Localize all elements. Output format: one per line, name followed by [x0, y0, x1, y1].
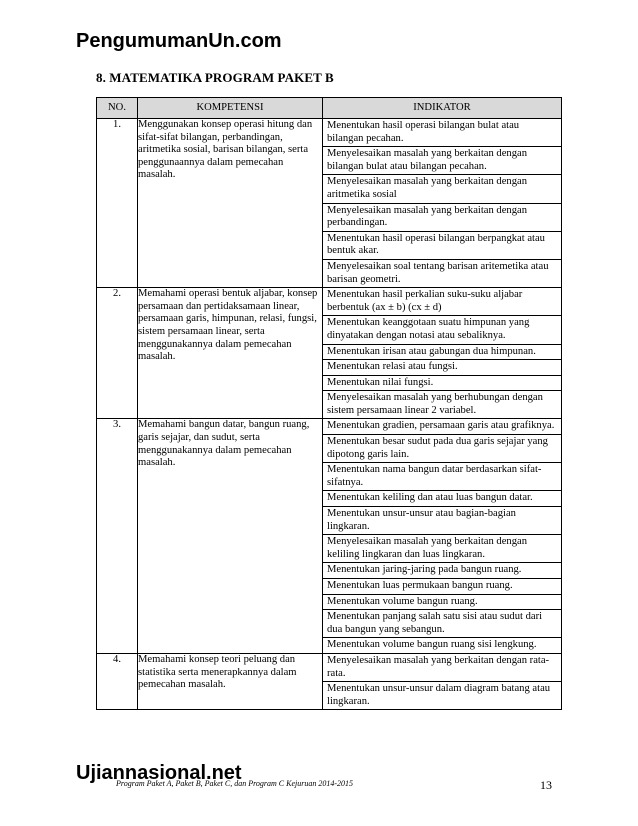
indikator-item: Menentukan hasil operasi bilangan bulat atau bilangan pecahan.: [327, 120, 520, 144]
indikator-item: Menyelesaikan masalah yang berkaitan dengan aritmetika sosial: [323, 174, 561, 202]
indikator-item: Menentukan keanggotaan suatu himpunan yang dinyatakan dengan notasi atau sebaliknya.: [323, 315, 561, 343]
header-no: NO.: [97, 98, 138, 119]
indikator-cell: [323, 119, 562, 288]
indikator-item: Menentukan nilai fungsi.: [323, 375, 561, 391]
row-number: 3.: [97, 419, 138, 654]
indikator-item: Menentukan besar sudut pada dua garis sejajar yang dipotong garis lain.: [323, 434, 561, 462]
indikator-item: Menyelesaikan masalah yang berkaitan dengan rata-rata.: [327, 654, 550, 679]
competency-table: [96, 97, 562, 710]
table-row: [97, 419, 562, 654]
indikator-item: Menentukan hasil operasi bilangan berpangkat atau bentuk akar.: [323, 231, 561, 259]
header-indikator: INDIKATOR: [323, 98, 562, 119]
indikator-item: Menyelesaikan masalah yang berkaitan dengan keliling lingkaran dan luas lingkaran.: [323, 534, 561, 562]
indikator-item: Menentukan relasi atau fungsi.: [323, 359, 561, 375]
table-row: [97, 653, 562, 709]
indikator-item: Menentukan irisan atau gabungan dua himpunan.: [323, 344, 561, 360]
footer-note: Program Paket A, Paket B, Paket C, dan Program C Kejuruan 2014-2015: [116, 779, 354, 788]
watermark-site-bottom: Ujiannasional.net: [76, 762, 242, 784]
kompetensi-cell: Memahami konsep teori peluang dan statistika serta menerapkannya dalam pemecahan masalah.: [138, 653, 323, 709]
row-number: 4.: [97, 653, 138, 709]
indikator-item: Menentukan keliling dan atau luas bangun datar.: [323, 490, 561, 506]
table-row: [97, 288, 562, 419]
indikator-item: Menyelesaikan masalah yang berkaitan dengan bilangan bulat atau bilangan pecahan.: [323, 146, 561, 174]
indikator-item: Menentukan hasil perkalian suku-suku aljabar berbentuk (ax ± b) (cx ± d): [327, 289, 523, 313]
indikator-item: Menentukan volume bangun ruang sisi lengkung.: [323, 637, 561, 653]
kompetensi-cell: Memahami operasi bentuk aljabar, konsep persamaan dan pertidaksamaan linear, persamaan garis, himpunan, relasi, fungsi, sistem persamaan linear, serta menggunakannya dalam pemecahan masalah.: [138, 288, 323, 419]
indikator-item: Menyelesaikan soal tentang barisan aritemetika atau barisan geometri.: [323, 259, 561, 287]
indikator-item: Menentukan luas permukaan bangun ruang.: [323, 578, 561, 594]
indikator-item: Menentukan nama bangun datar berdasarkan sifat-sifatnya.: [323, 462, 561, 490]
section-title: 8. MATEMATIKA PROGRAM PAKET B: [96, 70, 334, 85]
indikator-item: Menentukan unsur-unsur dalam diagram batang atau lingkaran.: [323, 681, 561, 709]
indikator-item: Menentukan unsur-unsur atau bagian-bagian lingkaran.: [323, 506, 561, 534]
kompetensi-cell: Memahami bangun datar, bangun ruang, garis sejajar, dan sudut, serta menggunakannya dalam pemecahan masalah.: [138, 419, 323, 654]
page-number: 13: [540, 778, 552, 792]
watermark-site-top: PengumumanUn.com: [76, 30, 282, 52]
kompetensi-cell: Menggunakan konsep operasi hitung dan sifat-sifat bilangan, perbandingan, aritmetika sosial, barisan bilangan, serta penggunaannya dalam pemecahan masalah.: [138, 119, 323, 288]
table-header-row: [97, 98, 562, 119]
indikator-cell: [323, 653, 562, 709]
header-kompetensi: KOMPETENSI: [138, 98, 323, 119]
row-number: 2.: [97, 288, 138, 419]
indikator-item: Menentukan jaring-jaring pada bangun ruang.: [323, 562, 561, 578]
indikator-item: Menyelesaikan masalah yang berhubungan dengan sistem persamaan linear 2 variabel.: [323, 390, 561, 418]
table-row: [97, 119, 562, 288]
indikator-cell: [323, 419, 562, 654]
row-number: 1.: [97, 119, 138, 288]
indikator-item: Menentukan gradien, persamaan garis atau grafiknya.: [327, 420, 555, 432]
indikator-cell: [323, 288, 562, 419]
indikator-item: Menyelesaikan masalah yang berkaitan dengan perbandingan.: [323, 203, 561, 231]
indikator-item: Menentukan volume bangun ruang.: [323, 594, 561, 610]
indikator-item: Menentukan panjang salah satu sisi atau sudut dari dua bangun yang sebangun.: [323, 609, 561, 637]
